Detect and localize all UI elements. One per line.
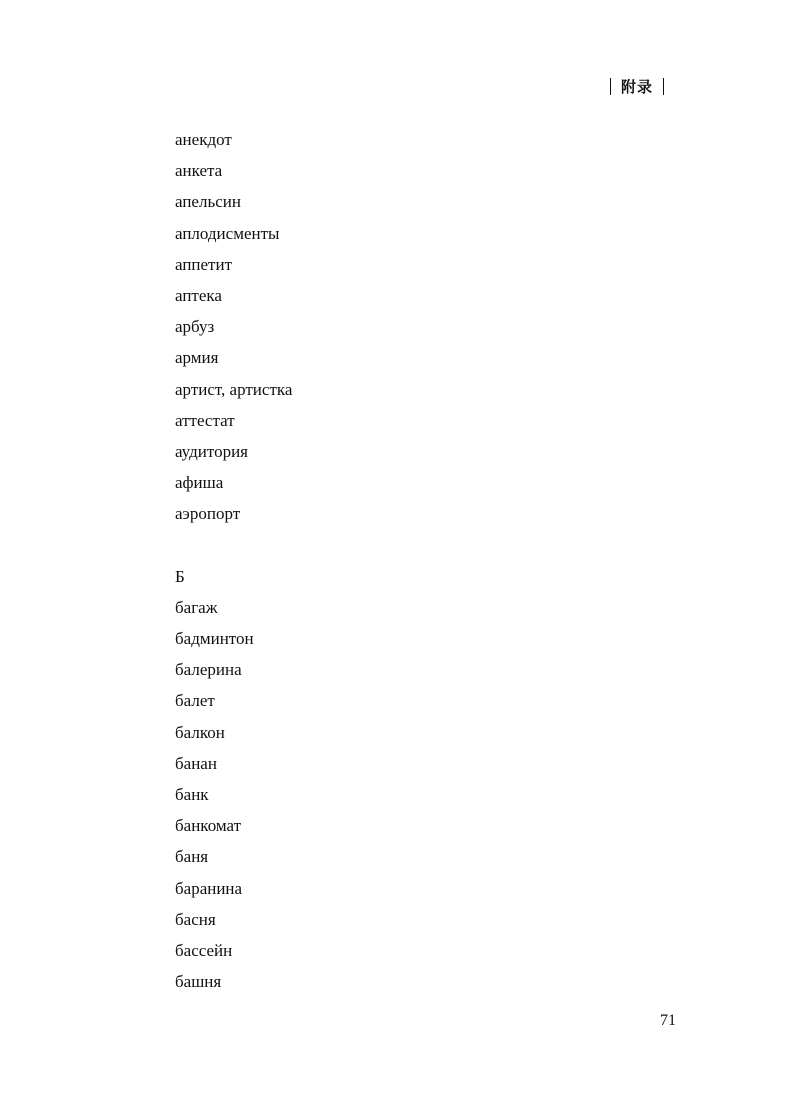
- word-item: анекдот: [175, 130, 232, 149]
- word-item: башня: [175, 972, 222, 992]
- word-item: баня: [175, 847, 209, 867]
- word-item: афиша: [175, 473, 224, 493]
- word-item: бассейн: [175, 940, 233, 960]
- header-right-rule: [663, 78, 664, 95]
- word-item: басня: [175, 909, 216, 929]
- word-item: армия: [175, 348, 219, 368]
- vocabulary-list: [175, 128, 292, 1001]
- header-left-rule: [610, 78, 611, 95]
- word-item: аэропорт: [175, 504, 241, 524]
- word-item: баранина: [175, 878, 243, 898]
- running-header: [610, 74, 664, 98]
- word-item: багаж: [175, 597, 218, 617]
- word-item: апельсин: [175, 192, 241, 212]
- word-item: аттестат: [175, 410, 235, 430]
- section-letter-b: Б: [175, 566, 185, 586]
- section-spacer: [175, 533, 292, 564]
- word-item: аптека: [175, 285, 222, 305]
- word-item: артист, артистка: [175, 379, 293, 399]
- word-item: анкета: [175, 161, 223, 181]
- word-item: аплодисменты: [175, 223, 280, 243]
- word-item: арбуз: [175, 317, 215, 337]
- word-item: бадминтон: [175, 629, 254, 648]
- header-title: 附录: [621, 77, 654, 96]
- word-item: балерина: [175, 660, 242, 680]
- word-item: балет: [175, 691, 215, 711]
- word-item: аппетит: [175, 254, 233, 274]
- page-number: 71: [660, 1012, 676, 1029]
- word-item: банк: [175, 784, 209, 804]
- word-item: банкомат: [175, 816, 242, 836]
- word-item: банан: [175, 753, 217, 773]
- word-item: аудитория: [175, 441, 248, 461]
- word-item: балкон: [175, 722, 225, 742]
